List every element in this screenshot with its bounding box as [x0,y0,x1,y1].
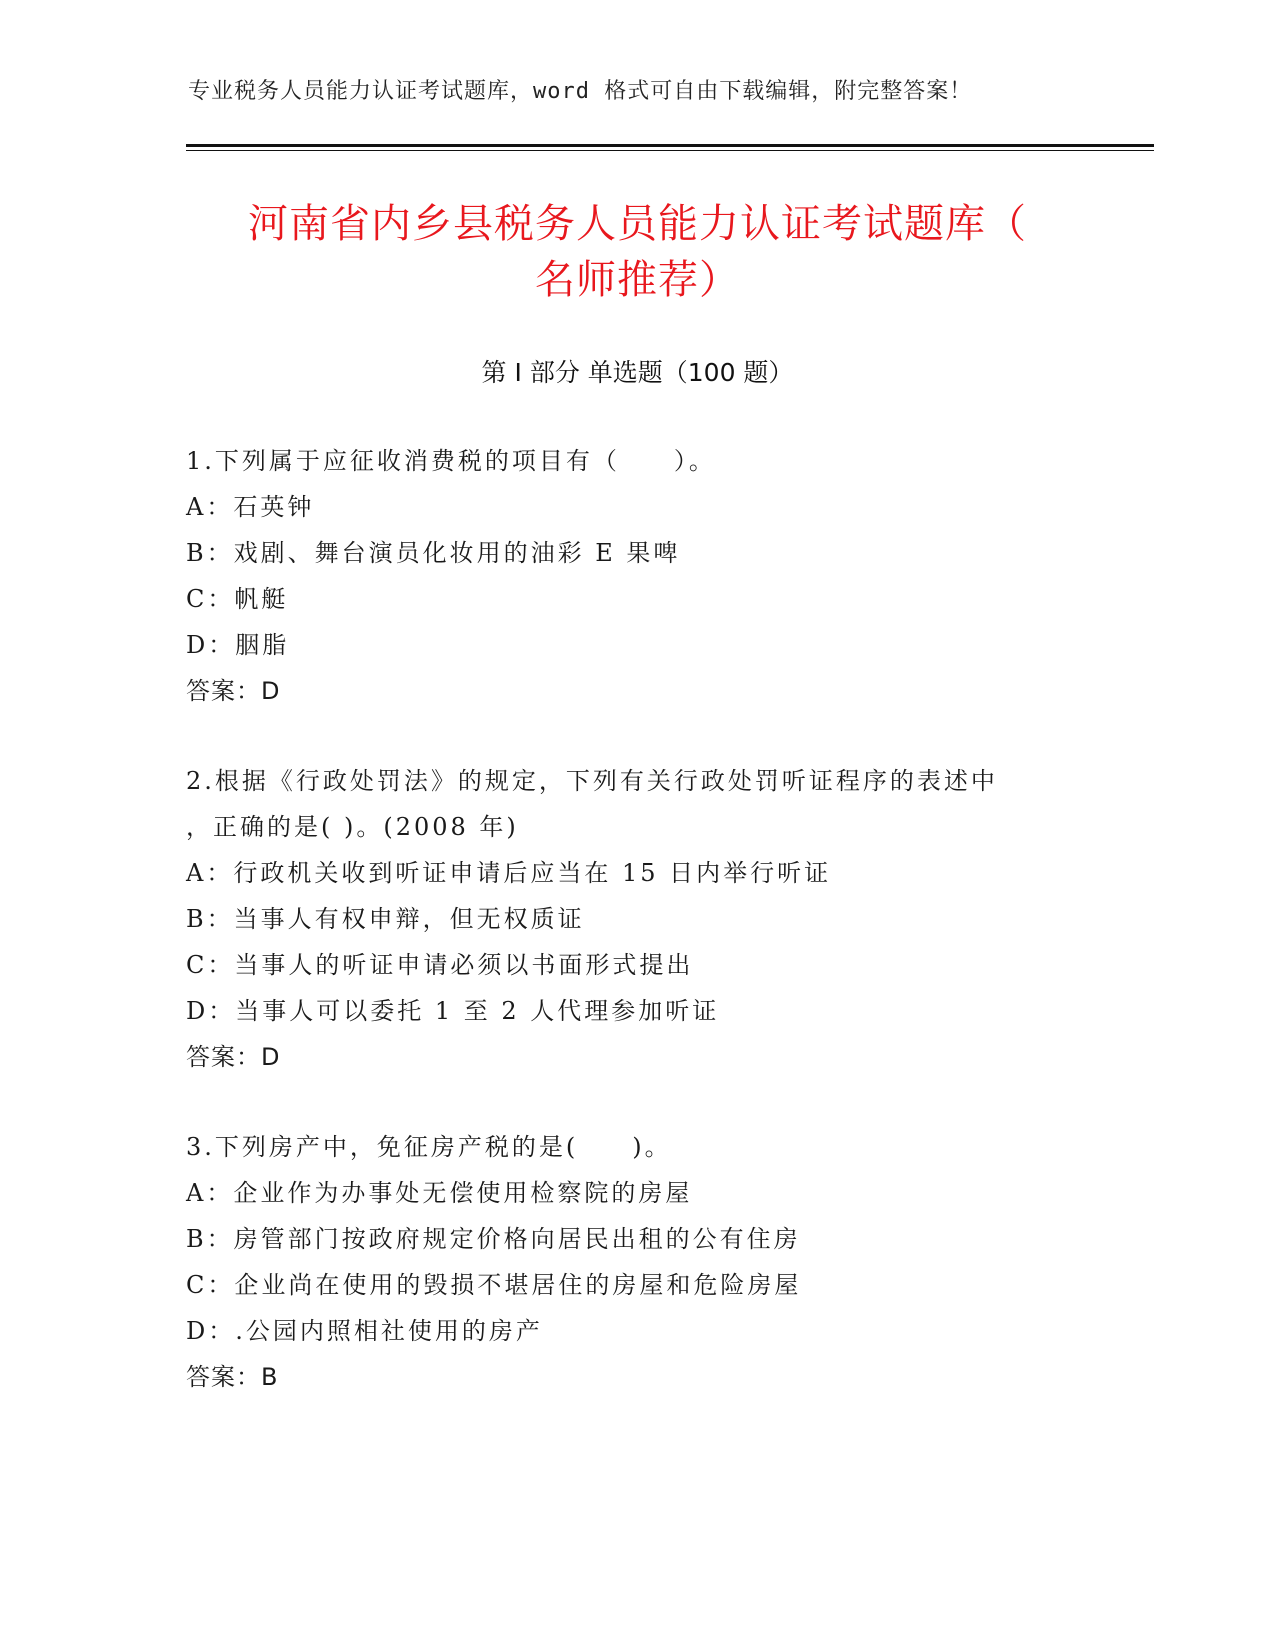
question-3 [186,1124,1086,1400]
question-stem: 3.下列房产中，免征房产税的是( )。 [186,1133,672,1161]
answer: 答案：D [186,677,281,705]
question-2 [186,758,1086,1080]
option-c: C：帆艇 [186,585,289,613]
title-line-2: 名师推荐） [535,257,740,303]
header-divider-thin [186,150,1154,151]
option-d: D：当事人可以委托 1 至 2 人代理参加听证 [186,997,720,1025]
question-1 [186,438,1086,714]
header-note: 专业税务人员能力认证考试题库，word 格式可自由下载编辑，附完整答案！ [188,79,973,104]
option-c: C：企业尚在使用的毁损不堪居住的房屋和危险房屋 [186,1271,802,1299]
question-list [186,438,1086,1444]
option-b: B：当事人有权申辩，但无权质证 [186,905,585,933]
option-d: D：胭脂 [186,631,290,659]
option-a: A：石英钟 [186,493,315,521]
option-a: A：企业作为办事处无偿使用检察院的房屋 [186,1179,693,1207]
title-line-1: 河南省内乡县税务人员能力认证考试题库（ [248,201,1027,247]
option-b: B：戏剧、舞台演员化妆用的油彩 E 果啤 [186,539,681,567]
option-c: C：当事人的听证申请必须以书面形式提出 [186,951,694,979]
answer: 答案：D [186,1043,281,1071]
question-stem-continued: ，正确的是( )。(2008 年) [186,813,519,841]
option-b: B：房管部门按政府规定价格向居民出租的公有住房 [186,1225,801,1253]
option-a: A：行政机关收到听证申请后应当在 15 日内举行听证 [186,859,832,887]
section-title: 第 I 部分 单选题（100 题） [481,358,794,387]
answer: 答案：B [186,1363,279,1391]
document-title [150,196,1125,308]
question-stem: 2.根据《行政处罚法》的规定，下列有关行政处罚听证程序的表述中 [186,767,998,795]
question-stem: 1.下列属于应征收消费税的项目有（ ）。 [186,447,716,475]
option-d: D：.公园内照相社使用的房产 [186,1317,543,1345]
header-divider-thick [186,144,1154,147]
